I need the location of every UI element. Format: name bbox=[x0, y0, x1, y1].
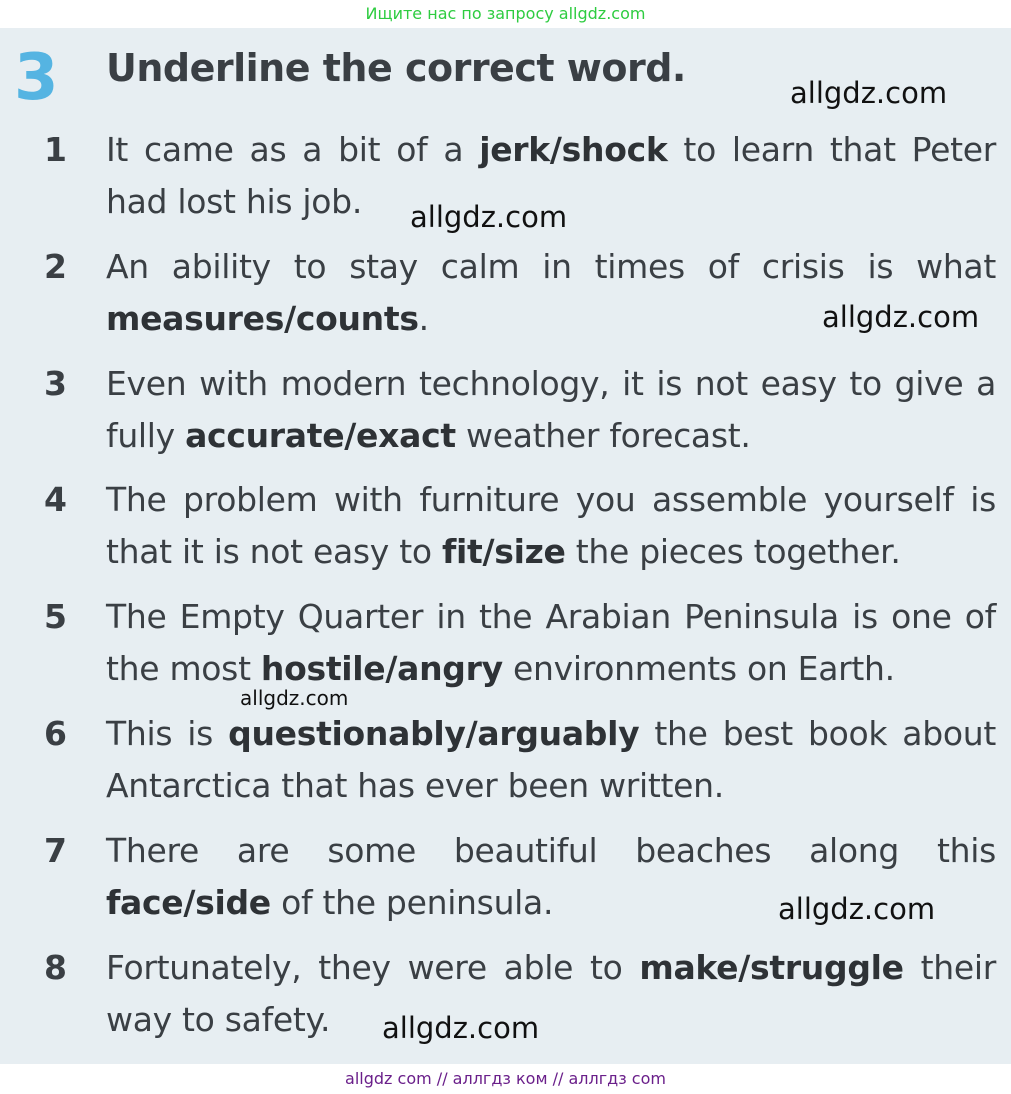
word-choice[interactable]: questionably/arguably bbox=[228, 714, 640, 753]
exercise-item-5 bbox=[0, 591, 1011, 703]
item-sentence: Fortunately, they were able to make/struggle their way to safety. bbox=[106, 948, 996, 1039]
watermark: allgdz.com bbox=[778, 892, 936, 926]
word-choice[interactable]: hostile/angry bbox=[260, 649, 503, 688]
word-choice[interactable]: fit/size bbox=[441, 532, 566, 571]
word-choice[interactable]: accurate/exact bbox=[185, 416, 456, 455]
item-number: 6 bbox=[44, 714, 67, 753]
item-sentence: An ability to stay calm in times of crisis is what measures/counts. bbox=[106, 247, 996, 338]
exercise-item-6 bbox=[0, 708, 1011, 820]
word-choice[interactable]: measures/counts bbox=[106, 299, 419, 338]
item-number: 1 bbox=[44, 130, 67, 169]
item-number: 4 bbox=[44, 480, 67, 519]
item-sentence: The problem with furniture you assemble yourself is that it is not easy to fit/size the pieces together. bbox=[106, 480, 996, 571]
word-choice[interactable]: make/struggle bbox=[639, 948, 904, 987]
item-sentence: Even with modern technology, it is not easy to give a fully accurate/exact weather forecast. bbox=[106, 364, 996, 455]
item-sentence: The Empty Quarter in the Arabian Peninsula is one of the most hostile/angry environments on Earth. bbox=[106, 597, 996, 688]
item-sentence: This is questionably/arguably the best book about Antarctica that has ever been written. bbox=[106, 714, 996, 805]
item-number: 2 bbox=[44, 247, 67, 286]
item-sentence: It came as a bit of a jerk/shock to learn that Peter had lost his job. bbox=[106, 130, 996, 221]
item-sentence: There are some beautiful beaches along this face/side of the peninsula. bbox=[106, 831, 996, 922]
item-number: 7 bbox=[44, 831, 67, 870]
exercise-number: 3 bbox=[14, 41, 59, 115]
watermark: allgdz.com bbox=[410, 200, 568, 234]
item-number: 5 bbox=[44, 597, 67, 636]
exercise-item-3 bbox=[0, 358, 1011, 470]
watermark: allgdz.com bbox=[240, 686, 349, 710]
top-banner: Ищите нас по запросу allgdz.com bbox=[0, 0, 1011, 28]
watermark: allgdz.com bbox=[790, 76, 948, 110]
word-choice[interactable]: face/side bbox=[106, 883, 271, 922]
watermark: allgdz.com bbox=[822, 300, 980, 334]
watermark: allgdz.com bbox=[382, 1011, 540, 1045]
exercise-item-4 bbox=[0, 474, 1011, 586]
item-number: 8 bbox=[44, 948, 67, 987]
item-number: 3 bbox=[44, 364, 67, 403]
exercise-item-2 bbox=[0, 241, 1011, 353]
word-choice[interactable]: jerk/shock bbox=[479, 130, 668, 169]
bottom-banner: allgdz com // аллгдз ком // аллгдз com bbox=[0, 1064, 1011, 1094]
exercise-title: Underline the correct word. bbox=[106, 46, 686, 90]
